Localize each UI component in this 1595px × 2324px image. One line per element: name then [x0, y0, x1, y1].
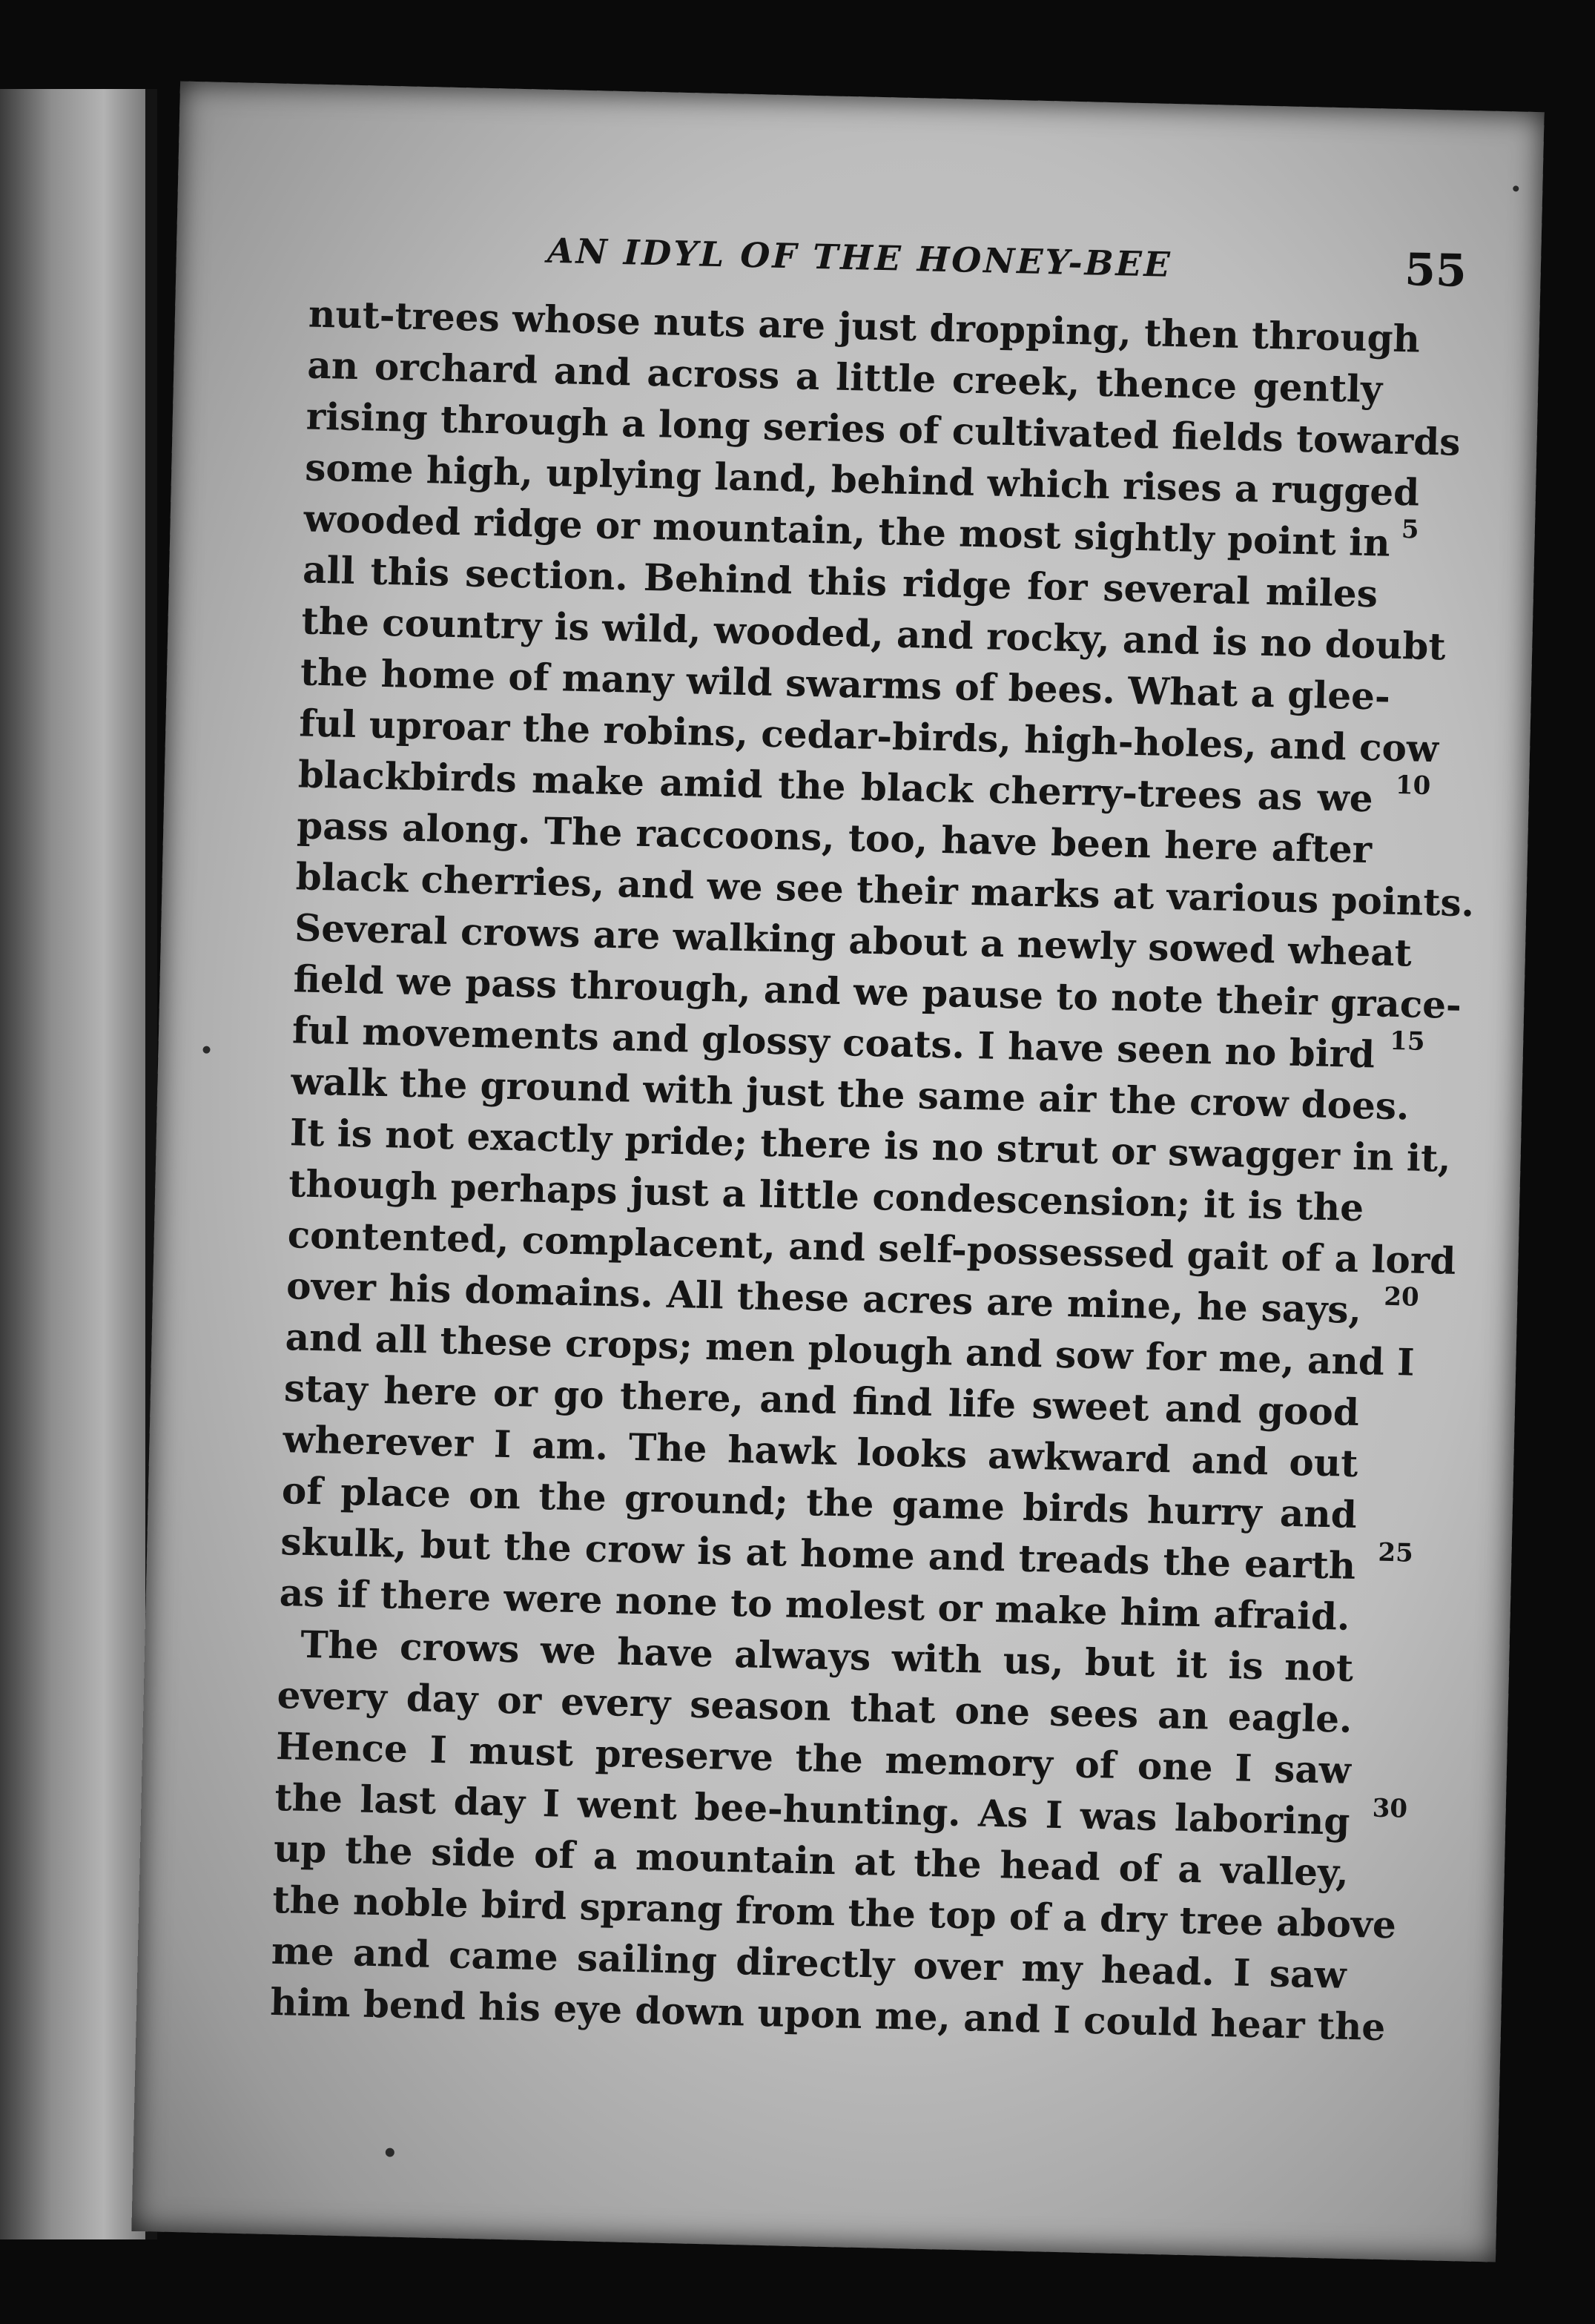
line-number: 10	[1395, 770, 1431, 801]
text-line: rising through a long series of cultivated fields towards	[306, 394, 1462, 464]
text-line: wooded ridge or mountain, the most sightly point in	[303, 496, 1391, 565]
text-line: over his domains. All these acres are mine, he says,	[285, 1264, 1362, 1333]
text-line: stay here or go there, and find life sweet and good	[283, 1366, 1360, 1435]
text-line: Several crows are walking about a newly sowed wheat	[294, 905, 1413, 975]
text-line: pass along. The raccoons, too, have been here after	[296, 803, 1373, 872]
book-page	[131, 82, 1544, 2262]
text-line: some high, uplying land, behind which rises a rugged	[304, 445, 1420, 515]
text-line: the last day I went bee-hunting. As I was laboring	[274, 1775, 1350, 1843]
text-line: skulk, but the crow is at home and treads the earth	[280, 1519, 1356, 1588]
text-line: an orchard and across a little creek, thence gently	[306, 343, 1383, 412]
text-line: the country is wild, wooded, and rocky, and is no doubt	[301, 598, 1447, 669]
text-line: ful movements and glossy coats. I have seen no bird	[291, 1008, 1376, 1077]
text-line: It is not exactly pride; there is no strut or swagger in it,	[289, 1110, 1452, 1181]
text-line: ful uproar the robins, cedar-birds, high-holes, and cow	[298, 701, 1439, 771]
line-number: 15	[1389, 1026, 1425, 1057]
text-line: him bend his eye down upon me, and I could hear the	[269, 1979, 1386, 2050]
line-number: 30	[1372, 1793, 1408, 1824]
text-line: nut-trees whose nuts are just dropping, then through	[308, 291, 1421, 361]
text-line: all this section. Behind this ridge for several miles	[302, 547, 1378, 616]
line-number: 25	[1378, 1537, 1414, 1568]
text-line: and all these crops; men plough and sow for me, and I	[285, 1315, 1416, 1384]
text-line: Hence I must preserve the memory of one I saw	[275, 1724, 1352, 1792]
text-line: the noble bird sprang from the top of a dry tree above	[271, 1877, 1397, 1947]
text-line: contented, complacent, and self-possessed gait of a lord	[287, 1212, 1456, 1283]
text-line: of place on the ground; the game birds hurry and	[281, 1468, 1358, 1536]
text-line: every day or every season that one sees an eagle.	[277, 1673, 1353, 1741]
text-line: wherever I am. The hawk looks awkward and out	[282, 1417, 1358, 1486]
text-line: black cherries, and we see their marks at various points.	[295, 854, 1475, 925]
text-line: though perhaps just a little condescension; it is the	[288, 1161, 1364, 1230]
text-line: blackbirds make amid the black cherry-trees as we	[297, 752, 1374, 821]
text-line: The crows we have always with us, but it is not	[300, 1622, 1354, 1690]
paper-speck	[202, 1046, 210, 1054]
line-number: 20	[1383, 1281, 1420, 1313]
text-line: up the side of a mountain at the head of a valley,	[273, 1826, 1350, 1895]
line-number: 5	[1401, 515, 1419, 545]
text-line: me and came sailing directly over my head. I saw	[271, 1928, 1347, 1997]
page-number: 55	[1404, 244, 1467, 297]
running-head-title: AN IDYL OF THE HONEY-BEE	[546, 230, 1173, 285]
paper-speck	[386, 2148, 394, 2156]
facing-page-edge	[0, 89, 148, 2239]
paper-speck	[1513, 185, 1519, 191]
text-line: as if there were none to molest or make him afraid.	[279, 1571, 1351, 1639]
text-line: field we pass through, and we pause to note their grace-	[293, 957, 1462, 1028]
text-line: walk the ground with just the same air the crow does.	[290, 1059, 1410, 1129]
text-line: the home of many wild swarms of bees. What a glee-	[300, 650, 1391, 719]
